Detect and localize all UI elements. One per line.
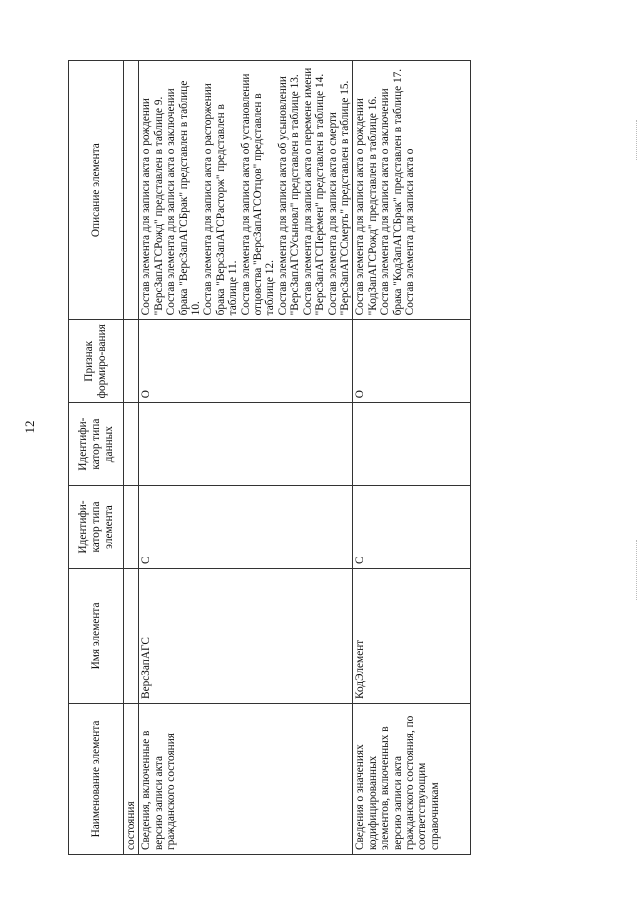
row-type-id: С	[353, 486, 471, 569]
row-formation: О	[139, 320, 353, 403]
row-element-name: ВерсЗапАГС	[139, 568, 353, 703]
row-description	[353, 61, 471, 320]
header-description: Описание элемента	[69, 61, 124, 320]
header-element-title: Наименование элемента	[69, 703, 124, 854]
elements-table	[68, 60, 471, 855]
row-element-title: Сведения о значениях кодифицированных элементов, включенных в версию записи акта гражданского состояния, по соответствующим справочникам	[353, 703, 471, 854]
description-line: Состав элемента для записи акта об установлении отцовства "ВерсЗапАГСОтцов" представлен в таблице 12.	[239, 73, 277, 316]
table-row	[139, 61, 353, 855]
row-description	[139, 61, 353, 320]
header-formation-flag: Признак формиро-вания	[69, 320, 124, 403]
scan-edge-mark	[636, 540, 639, 600]
description-line: Состав элемента для записи акта о	[403, 148, 416, 316]
description-line: Состав элемента для записи акта о заключении брака "КодЗапАГСБрак" представлен в таблице 17.	[379, 68, 404, 316]
row-data-type-id	[139, 403, 353, 486]
row-type-id: С	[139, 486, 353, 569]
table-header-row	[69, 61, 124, 855]
row-data-type-id	[353, 403, 471, 486]
description-line: Состав элемента для записи акта о расторжении брака "ВерсЗапАГСРасторж" представлен в таблице 11.	[202, 83, 240, 316]
empty-cell	[124, 320, 139, 403]
header-element-type-id: Идентифи-катор типа элемента	[69, 486, 124, 569]
description-line: Состав элемента для записи акта о перемене имени "ВерсЗапАГСПеремен" представлен в таблице 14.	[301, 67, 327, 316]
description-line: Состав элемента для записи акта об усыновлении "ВерсЗапАГСУсыновл" представлен в таблице 13.	[276, 74, 302, 316]
description-line: Состав элемента для записи акта о рождении "КодЗапАГСРожд" представлен в таблице 16.	[354, 96, 379, 316]
description-line: Состав элемента для записи акта о заключении брака "ВерсЗапАГСБрак" представлен в таблице 10.	[165, 80, 203, 316]
scan-edge-mark	[636, 120, 639, 160]
row-formation: О	[353, 320, 471, 403]
table-row	[353, 61, 471, 855]
empty-cell	[124, 486, 139, 569]
empty-cell	[124, 568, 139, 703]
rotated-page-content	[68, 60, 588, 855]
continuation-cell: состояния	[124, 703, 139, 854]
table-row	[124, 61, 139, 855]
empty-cell	[124, 403, 139, 486]
row-element-title: Сведения, включенные в версию записи акта гражданского состояния	[139, 703, 353, 854]
description-line: Состав элемента для записи акта о рождении "ВерсЗапАГСРожд" представлен в таблице 9.	[140, 96, 165, 316]
page-number: 12	[22, 420, 37, 434]
header-data-type-id: Идентифи-катор типа данных	[69, 403, 124, 486]
description-line: Состав элемента для записи акта о смерти "ВерсЗапАГССмерть" представлен в таблице 15.	[326, 80, 351, 316]
row-element-name: КодЭлемент	[353, 568, 471, 703]
empty-cell	[124, 61, 139, 320]
header-element-name: Имя элемента	[69, 568, 124, 703]
